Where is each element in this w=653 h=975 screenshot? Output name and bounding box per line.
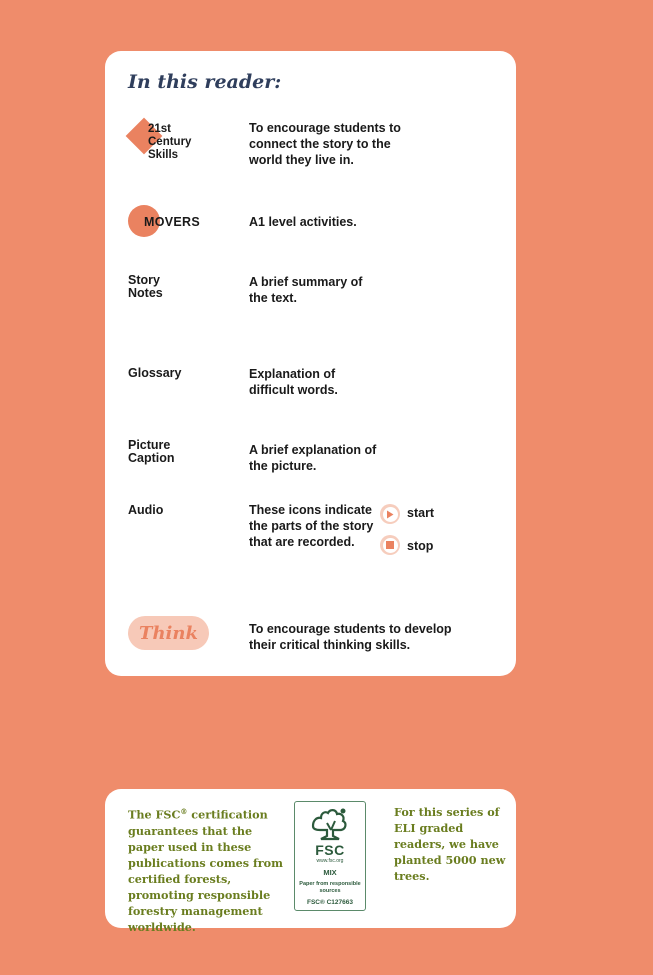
fsc-tree-icon	[309, 806, 351, 842]
glossary-label: Glossary	[128, 366, 182, 380]
trees-planted-text: For this series of ELI graded readers, we have planted 5000 new trees.	[394, 805, 506, 883]
think-desc: To encourage students to develop their critical thinking skills.	[249, 622, 452, 652]
story-notes-label: Story Notes	[128, 273, 163, 300]
fsc-logo-paper: Paper from responsible sources	[299, 881, 361, 894]
picture-caption-label: Picture Caption	[128, 438, 175, 465]
fsc-certification-text: The FSC® certification guarantees that the paper used in these publications comes from certified forests, promoting responsible forestry management worldwide.	[128, 807, 283, 934]
stop-icon	[380, 535, 400, 555]
audio-desc: These icons indicate the parts of the story that are recorded.	[249, 503, 374, 549]
glossary-desc: Explanation of difficult words.	[249, 367, 338, 397]
reader-legend-card	[105, 51, 516, 676]
century-skills-desc: To encourage students to connect the story to the world they live in.	[249, 121, 401, 167]
audio-stop-label: stop	[407, 539, 434, 553]
audio-start-label: start	[407, 506, 435, 520]
movers-label: MOVERS	[144, 215, 200, 229]
fsc-logo-mix: MIX	[323, 868, 337, 877]
fsc-logo-url: www.fsc.org	[316, 858, 344, 864]
think-badge: Think	[128, 616, 209, 650]
audio-label: Audio	[128, 503, 164, 517]
fsc-card	[105, 789, 516, 934]
story-notes-desc: A brief summary of the text.	[249, 275, 363, 305]
fsc-logo-word: FSC	[315, 842, 345, 858]
fsc-logo	[294, 801, 366, 911]
play-icon	[380, 504, 400, 524]
century-skills-label: 21st Century Skills	[148, 123, 192, 161]
picture-caption-desc: A brief explanation of the picture.	[249, 443, 377, 473]
legend-heading: In this reader:	[128, 71, 282, 93]
fsc-logo-code: FSC® C127663	[307, 899, 353, 906]
movers-desc: A1 level activities.	[249, 215, 357, 229]
